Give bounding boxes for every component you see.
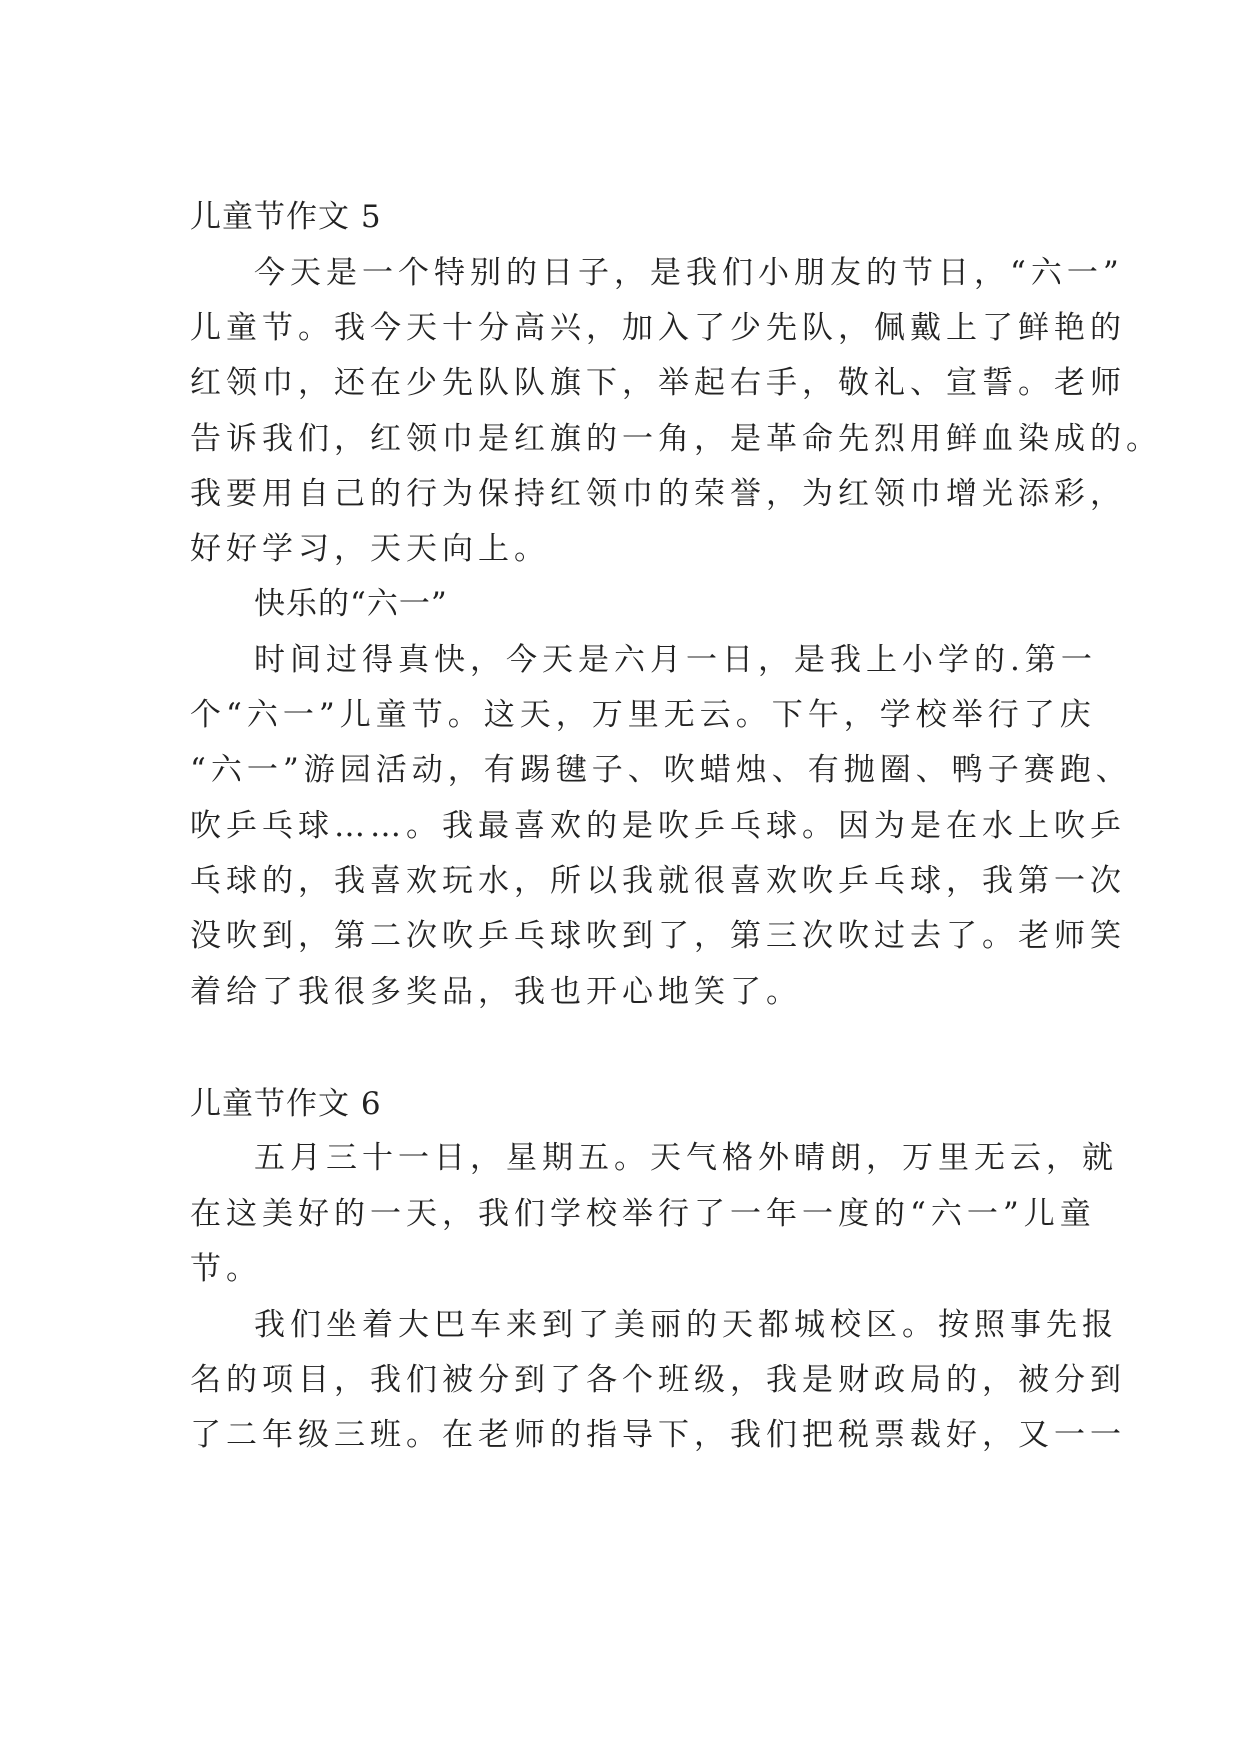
essay-6-para-2-line: 我们坐着大巴车来到了美丽的天都城校区。按照事先报 [254,1307,1118,1343]
essay-5-para-2-line: 个“六一”儿童节。这天，万里无云。下午，学校举行了庆 [190,697,1096,733]
essay-5-para-1-line: 今天是一个特别的日子，是我们小朋友的节日，“六一” [254,255,1124,291]
essay-5-para-1-line: 红领巾，还在少先队队旗下，举起右手，敬礼、宣誓。老师 [190,365,1126,401]
essay-5-para-1-line: 好好学习，天天向上。 [190,531,550,567]
essay-6-para-1-line: 节。 [190,1251,262,1287]
essay-5-para-2-line: 吹乒乓球……。我最喜欢的是吹乒乓球。因为是在水上吹乒 [190,808,1126,844]
essay-5-para-2-line: 着给了我很多奖品，我也开心地笑了。 [190,974,802,1010]
essay-5-subtitle: 快乐的“六一” [254,586,448,622]
essay-6-title: 儿童节作文 6 [190,1086,382,1122]
essay-5-para-2-line: 乓球的，我喜欢玩水，所以我就很喜欢吹乒乓球，我第一次 [190,863,1126,899]
essay-5-para-2-line: “六一”游园活动，有踢毽子、吹蜡烛、有抛圈、鸭子赛跑、 [190,752,1132,788]
essay-6-para-2-line: 了二年级三班。在老师的指导下，我们把税票裁好，又一一 [190,1417,1126,1453]
essay-6-para-2-line: 名的项目，我们被分到了各个班级，我是财政局的，被分到 [190,1362,1126,1398]
essay-5-para-1-line: 儿童节。我今天十分高兴，加入了少先队，佩戴上了鲜艳的 [190,310,1126,346]
essay-5-para-1-line: 告诉我们，红领巾是红旗的一角，是革命先烈用鲜血染成的。 [190,421,1162,457]
essay-5-para-2-line: 时间过得真快，今天是六月一日，是我上小学的.第一 [254,642,1097,678]
essay-5-title: 儿童节作文 5 [190,199,382,235]
essay-5-para-2-line: 没吹到，第二次吹乒乓球吹到了，第三次吹过去了。老师笑 [190,918,1126,954]
essay-6-para-1-line: 在这美好的一天，我们学校举行了一年一度的“六一”儿童 [190,1196,1096,1232]
essay-6-para-1-line: 五月三十一日，星期五。天气格外晴朗，万里无云，就 [254,1140,1118,1176]
essay-5-para-1-line: 我要用自己的行为保持红领巾的荣誉，为红领巾增光添彩， [190,476,1126,512]
